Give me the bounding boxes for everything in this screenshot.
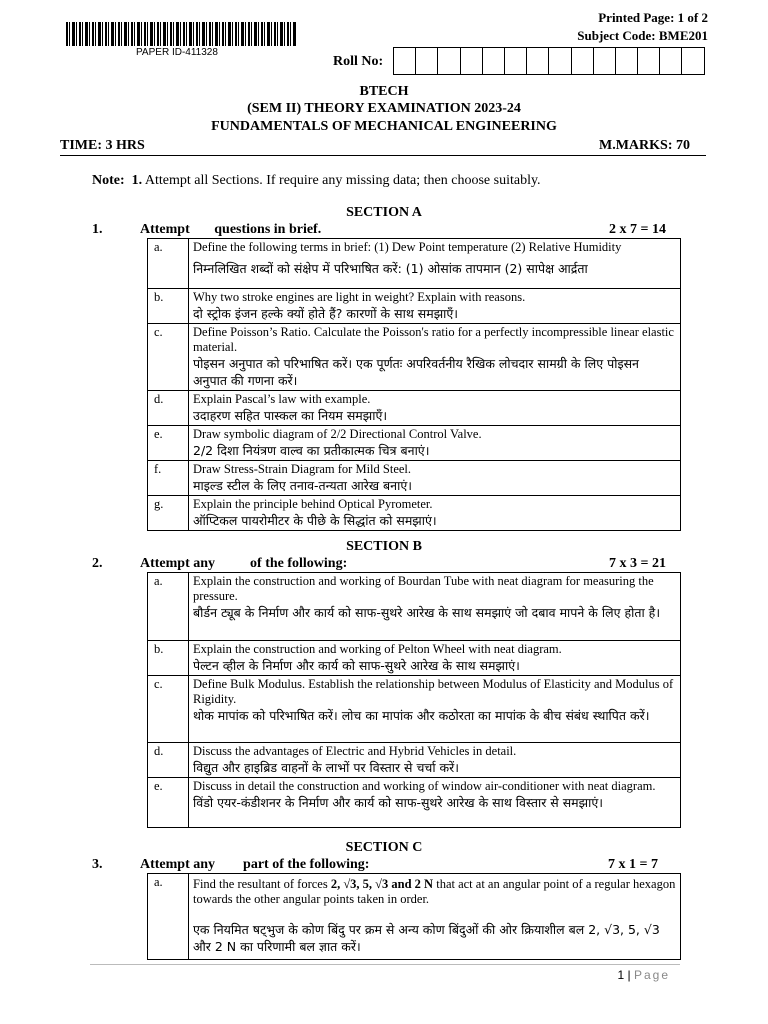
question-text: Define Poisson’s Ratio. Calculate the Poisson's ratio for a perfectly incompressible linear elastic material. पोइसन अनुपात को परिभाषित करें। एक पूर्णतः अपरिवर्तनीय रैखिक लोचदार सामग्री के लिए पोइसन अनुपात की गणना करें। <box>189 324 681 391</box>
q3-number: 3. <box>92 857 103 872</box>
roll-label: Roll No: <box>333 54 384 69</box>
question-row <box>148 573 681 641</box>
q1-marks: 2 x 7 = 14 <box>609 222 666 237</box>
question-row <box>148 496 681 531</box>
question-row <box>148 461 681 496</box>
footer-divider <box>90 964 680 965</box>
question-label: b. <box>148 289 189 324</box>
question-label: d. <box>148 391 189 426</box>
question-row <box>148 324 681 391</box>
question-label: g. <box>148 496 189 531</box>
question-text: Explain the construction and working of Pelton Wheel with neat diagram. पेल्टन व्हील के निर्माण और कार्य को साफ-सुथरे आरेख के साथ समझाएं। <box>189 641 681 676</box>
max-marks: M.MARKS: 70 <box>599 138 690 153</box>
program: BTECH <box>359 84 409 99</box>
question-text: Draw Stress-Strain Diagram for Mild Steel. माइल्ड स्टील के लिए तनाव-तन्यता आरेख बनाएं। <box>189 461 681 496</box>
section-b-title: SECTION B <box>346 539 422 554</box>
note: Note: 1. Attempt all Sections. If require any missing data; then choose suitably. <box>92 173 541 188</box>
question-row <box>148 641 681 676</box>
exam-title: (SEM II) THEORY EXAMINATION 2023-24 <box>247 101 521 116</box>
q3-instruction: Attempt any part of the following: <box>140 857 370 872</box>
question-label: a. <box>148 874 189 960</box>
question-label: e. <box>148 778 189 828</box>
question-label: f. <box>148 461 189 496</box>
page-number: 1 | Page <box>617 968 670 982</box>
printed-page: Printed Page: 1 of 2 <box>598 10 708 25</box>
question-row <box>148 426 681 461</box>
question-text: Discuss the advantages of Electric and Hybrid Vehicles in detail. विद्युत और हाइब्रिड वाहनों के लाभों पर विस्तार से चर्चा करें। <box>189 743 681 778</box>
question-text: Define the following terms in brief: (1) Dew Point temperature (2) Relative Humidity निम्नलिखित शब्दों को संक्षेप में परिभाषित करें: (1) ओसांक तापमान (2) सापेक्ष आर्द्रता <box>189 239 681 289</box>
paper-id: PAPER ID-411328 <box>136 47 218 58</box>
q2-instruction: Attempt any of the following: <box>140 556 348 571</box>
section-a-title: SECTION A <box>346 205 422 220</box>
question-label: d. <box>148 743 189 778</box>
question-text: Explain Pascal’s law with example. उदाहरण सहित पास्कल का नियम समझाएँ। <box>189 391 681 426</box>
subject-code: Subject Code: BME201 <box>577 28 708 43</box>
question-row <box>148 239 681 289</box>
barcode <box>66 22 296 46</box>
question-row <box>148 676 681 743</box>
q3-marks: 7 x 1 = 7 <box>608 857 658 872</box>
question-row <box>148 778 681 828</box>
question-text: Find the resultant of forces 2, √3, 5, √3 and 2 N that act at an angular point of a regular hexagon towards the other angular points taken in order. एक नियमित षट्भुज के कोण बिंदु पर क्रम से अन्य कोण बिंदुओं की ओर क्रियाशील बल 2, √3, 5, √3 और 2 N का परिणामी बल ज्ञात करें। <box>189 874 681 960</box>
section-c-table <box>147 873 681 960</box>
question-label: c. <box>148 324 189 391</box>
question-row <box>148 874 681 960</box>
question-text: Explain the construction and working of Bourdan Tube with neat diagram for measuring the pressure. बौर्डन ट्यूब के निर्माण और कार्य को साफ-सुथरे आरेख के साथ समझाएं जो दबाव मापने के लिए होता है। <box>189 573 681 641</box>
question-text: Define Bulk Modulus. Establish the relationship between Modulus of Elasticity and Modulus of Rigidity. थोक मापांक को परिभाषित करें। लोच का मापांक और कठोरता का मापांक के बीच संबंध स्थापित करें। <box>189 676 681 743</box>
q2-marks: 7 x 3 = 21 <box>609 556 666 571</box>
question-label: a. <box>148 573 189 641</box>
q2-number: 2. <box>92 556 103 571</box>
question-text: Explain the principle behind Optical Pyrometer. ऑप्टिकल पायरोमीटर के पीछे के सिद्धांत को समझाएं। <box>189 496 681 531</box>
question-text: Why two stroke engines are light in weight? Explain with reasons. दो स्ट्रोक इंजन हल्के क्यों होते हैं? कारणों के साथ समझाएँ। <box>189 289 681 324</box>
header-divider <box>60 155 706 156</box>
roll-number-boxes <box>393 47 705 75</box>
q1-number: 1. <box>92 222 103 237</box>
time: TIME: 3 HRS <box>60 138 145 153</box>
question-text: Draw symbolic diagram of 2/2 Directional Control Valve. 2/2 दिशा नियंत्रण वाल्व का प्रतीकात्मक चित्र बनाएं। <box>189 426 681 461</box>
question-label: b. <box>148 641 189 676</box>
subject-title: FUNDAMENTALS OF MECHANICAL ENGINEERING <box>211 119 557 134</box>
question-label: a. <box>148 239 189 289</box>
question-row <box>148 743 681 778</box>
section-a-table <box>147 238 681 531</box>
question-label: c. <box>148 676 189 743</box>
question-row <box>148 289 681 324</box>
section-b-table <box>147 572 681 828</box>
question-text: Discuss in detail the construction and working of window air-conditioner with neat diagram. विंडो एयर-कंडीशनर के निर्माण और कार्य को साफ-सुथरे आरेख के साथ विस्तार से समझाएं। <box>189 778 681 828</box>
section-c-title: SECTION C <box>345 840 423 855</box>
q1-instruction: Attempt questions in brief. <box>140 222 322 237</box>
question-label: e. <box>148 426 189 461</box>
question-row <box>148 391 681 426</box>
